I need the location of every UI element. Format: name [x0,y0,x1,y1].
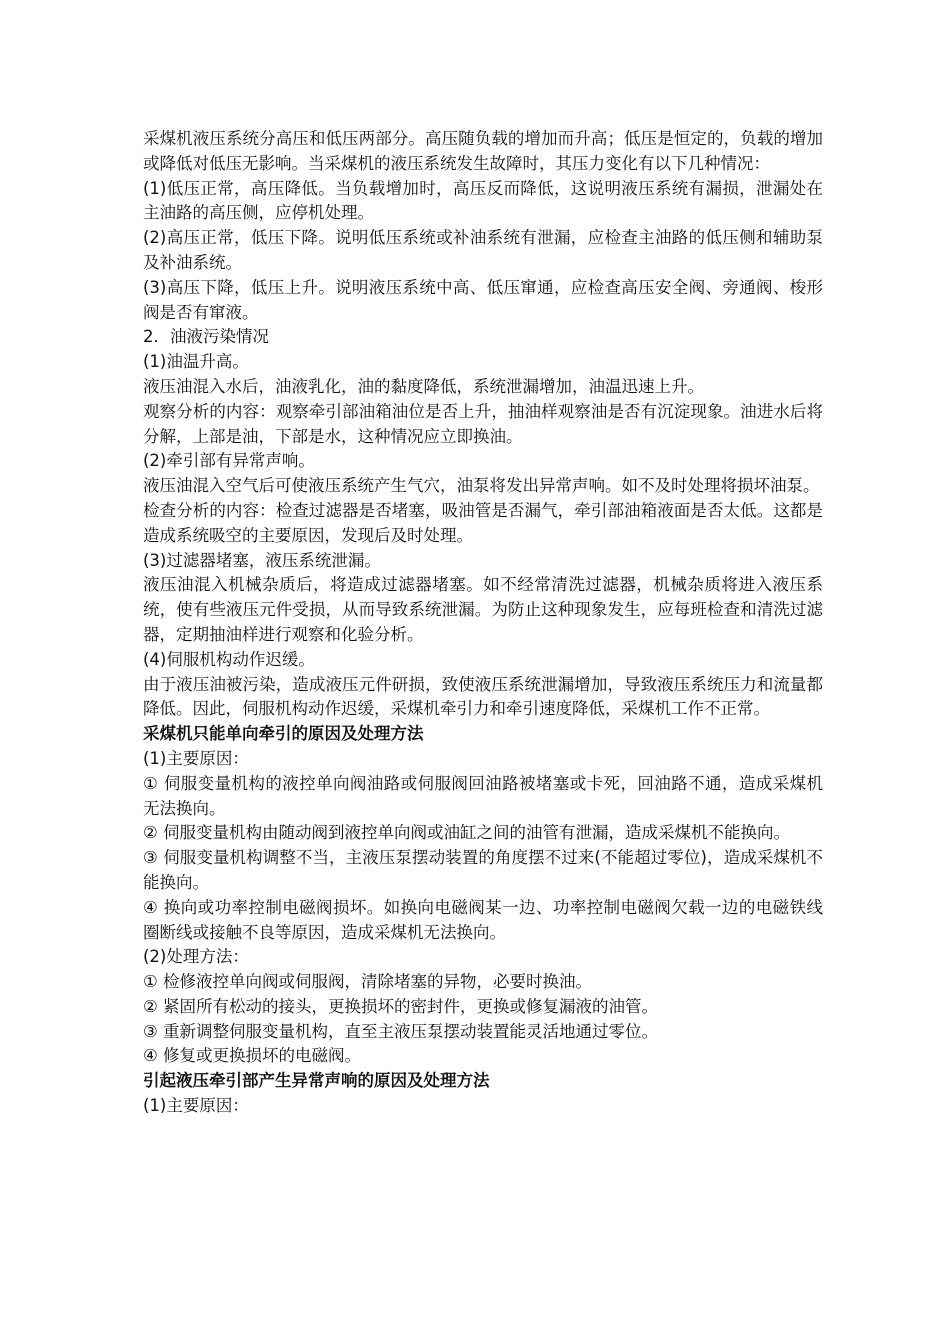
paragraph-mechanical-impurities: 液压油混入机械杂质后，将造成过滤器堵塞。如不经常清洗过滤器，机械杂质将进入液压系统，使有些液压元件受损，从而导致系统泄漏。为防止这种现象发生，应每班检查和清洗过滤器，定期抽油样进行观察和化验分析。 [143,575,823,644]
section-heading-oil-contamination: 2．油液污染情况 [143,327,269,347]
cause-item-4: ④ 换向或功率控制电磁阀损坏。如换向电磁阀某一边、功率控制电磁阀欠载一边的电磁铁线圈断线或接触不良等原因，造成采煤机无法换向。 [143,897,823,942]
item-main-causes-2: (1)主要原因： [143,1096,249,1116]
treatment-item-1: ① 检修液控单向阀或伺服阀，清除堵塞的异物，必要时换油。 [143,972,593,992]
paragraph-pressure-intro: 采煤机液压系统分高压和低压两部分。高压随负载的增加而升高；低压是恒定的，负载的增加或降低对低压无影响。当采煤机的液压系统发生故障时，其压力变化有以下几种情况： [143,129,823,173]
cause-item-2: ② 伺服变量机构由随动阀到液控单向阀或油缸之间的油管有泄漏，造成采煤机不能换向。 [143,823,791,843]
paragraph-case-2: (2)高压正常，低压下降。说明低压系统或补油系统有泄漏，应检查主油路的低压侧和辅助泵及补油系统。 [143,228,823,272]
paragraph-water-contamination: 液压油混入水后，油液乳化，油的黏度降低，系统泄漏增加，油温迅速上升。 [143,376,704,396]
paragraph-inspection-analysis: 检查分析的内容：检查过滤器是否堵塞，吸油管是否漏气，牵引部油箱液面是否太低。这都是造成系统吸空的主要原因，发现后及时处理。 [143,500,823,545]
treatment-item-3: ③ 重新调整伺服变量机构，直至主液压泵摆动装置能灵活地通过零位。 [143,1021,659,1041]
paragraph-case-3: (3)高压下降，低压上升。说明液压系统中高、低压窜通，应检查高压安全阀、旁通阀、梭形阀是否有窜液。 [143,277,823,322]
item-treatment-methods: (2)处理方法： [143,947,249,967]
item-oil-temperature: (1)油温升高。 [143,352,249,372]
document-body [143,127,823,1119]
cause-item-1: ① 伺服变量机构的液控单向阀油路或伺服阀回油路被堵塞或卡死，回油路不通，造成采煤机无法换向。 [143,773,823,818]
item-filter-blockage: (3)过滤器堵塞，液压系统泄漏。 [143,550,381,570]
item-main-causes: (1)主要原因： [143,748,249,768]
item-servo-slow: (4)伺服机构动作迟缓。 [143,649,315,669]
paragraph-air-contamination: 液压油混入空气后可使液压系统产生气穴，油泵将发出异常声响。如不及时处理将损坏油泵。 [143,476,820,496]
paragraph-observation-analysis: 观察分析的内容：观察牵引部油箱油位是否上升，抽油样观察油是否有沉淀现象。油进水后将分解，上部是油，下部是水，这种情况应立即换油。 [143,401,823,446]
treatment-item-2: ② 紧固所有松动的接头，更换损坏的密封件，更换或修复漏液的油管。 [143,996,659,1016]
heading-one-way-traction: 采煤机只能单向牵引的原因及处理方法 [143,724,424,744]
heading-abnormal-noise: 引起液压牵引部产生异常声响的原因及处理方法 [143,1071,490,1091]
paragraph-case-1: (1)低压正常，高压降低。当负载增加时，高压反而降低，这说明液压系统有漏损，泄漏处在主油路的高压侧，应停机处理。 [143,178,823,223]
cause-item-3: ③ 伺服变量机构调整不当，主液压泵摆动装置的角度摆不过来(不能超过零位)，造成采煤机不能换向。 [143,848,823,892]
paragraph-servo-slow-detail: 由于液压油被污染，造成液压元件研损，致使液压系统泄漏增加，导致液压系统压力和流量都降低。因此，伺服机构动作迟缓，采煤机牵引力和牵引速度降低，采煤机工作不正常。 [143,674,823,719]
treatment-item-4: ④ 修复或更换损坏的电磁阀。 [143,1046,362,1066]
item-abnormal-noise: (2)牵引部有异常声响。 [143,451,315,471]
